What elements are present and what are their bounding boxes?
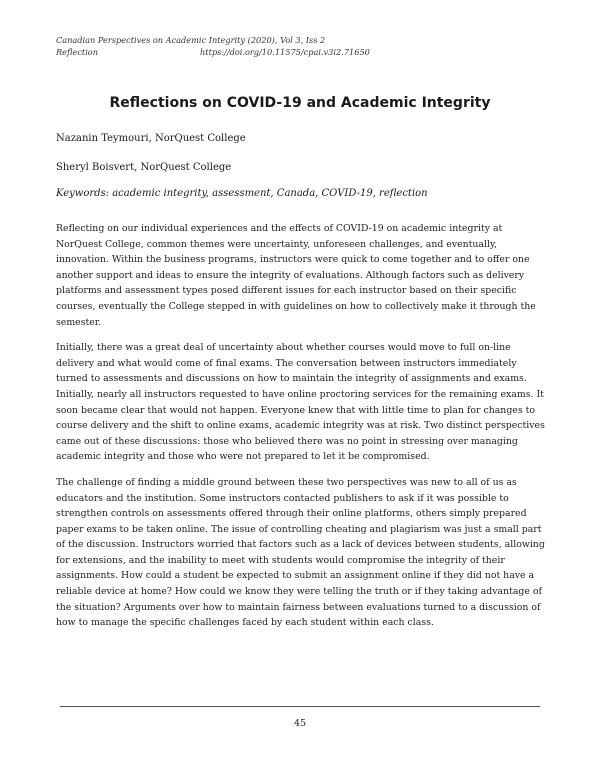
- journal-citation: Canadian Perspectives on Academic Integrity (2020), Vol 3, Iss 2: [56, 35, 326, 45]
- footer-divider: [60, 706, 540, 707]
- author-2: Sheryl Boisvert, NorQuest College: [56, 162, 232, 173]
- article-title: Reflections on COVID-19 and Academic Integrity: [109, 95, 491, 111]
- body-paragraph-3: The challenge of finding a middle ground between these two perspectives was new to all of us as educators and the institution. Some instructors contacted publishers to ask if it was possible to strengthen controls on assessments offered through their online platforms, others simply prepared paper exams to be taken online. The issue of controlling cheating and plagiarism was just a small part of the discussion. Instructors worried that factors such as a lack of devices between students, allowing for extensions, and the inability to meet with students would compromise the integrity of their assignments. How could a student be expected to submit an assignment online if they did not have a reliable device at home? How could we know they were telling the truth or if they taking advantage of the situation? Arguments over how to maintain fairness between evaluations turned to a discussion of how to manage the specific challenges faced by each student within each class.: [56, 476, 545, 629]
- running-header: [56, 34, 556, 58]
- section-doi-row: [56, 46, 556, 58]
- section-label: Reflection: [56, 47, 99, 57]
- journal-citation-row: [56, 34, 556, 46]
- body-paragraph-1: Reflecting on our individual experiences and the effects of COVID-19 on academic integrity at NorQuest College, common themes were uncertainty, unforeseen challenges, and eventually, innovation. Within the business programs, instructors were quick to come together and to offer one another support and ideas to ensure the integrity of evaluations. Although factors such as delivery platforms and assessment types posed different issues for each instructor based on their specific courses, eventually the College stepped in with guidelines on how to collectively make it through the semester.: [56, 223, 536, 328]
- author-1: Nazanin Teymouri, NorQuest College: [56, 133, 246, 144]
- keywords: Keywords: academic integrity, assessment, Canada, COVID-19, reflection: [56, 188, 428, 199]
- page-number: 45: [293, 718, 307, 729]
- article-body: [56, 221, 546, 641]
- body-paragraph-2: Initially, there was a great deal of uncertainty about whether courses would move to full on-line delivery and what would come of final exams. The conversation between instructors immediately turned to assessments and discussions on how to maintain the integrity of assignments and exams. Initially, nearly all instructors requested to have online proctoring services for the remaining exams. It soon became clear that would not happen. Everyone knew that with little time to plan for changes to course delivery and the shift to online exams, academic integrity was at risk. Two distinct perspectives came out of these discussions: those who believed there was no point in stressing over managing academic integrity and those who were not prepared to let it be compromised.: [56, 342, 545, 463]
- doi-link[interactable]: https://doi.org/10.11575/cpai.v3i2.71650: [200, 47, 370, 57]
